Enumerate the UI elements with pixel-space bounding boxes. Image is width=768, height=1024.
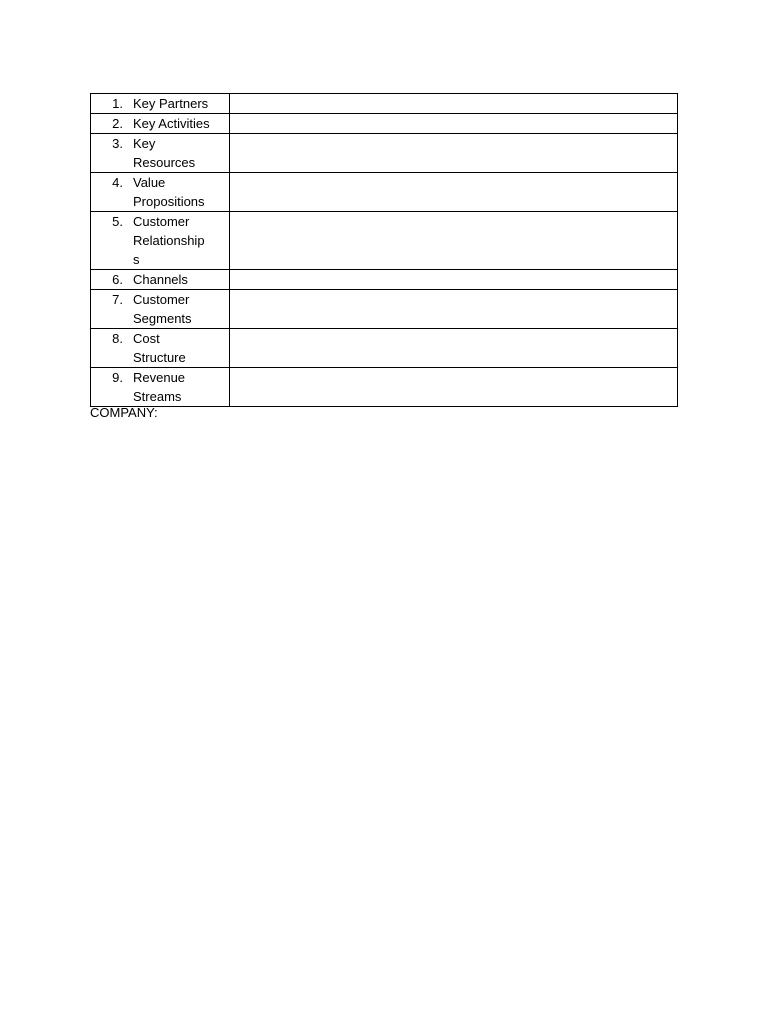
row-label-text: [133, 329, 229, 367]
row-label: [91, 212, 229, 269]
row-label-line: Resources: [133, 155, 196, 170]
row-label-line: Segments: [133, 311, 192, 326]
row-label-text: [133, 173, 229, 211]
row-number: 7.: [112, 292, 123, 307]
row-number: 1.: [112, 96, 123, 111]
row-label: [91, 114, 229, 133]
row-label-line: s: [133, 252, 140, 267]
row-value-cell[interactable]: [230, 290, 678, 329]
row-number: 3.: [112, 136, 123, 151]
row-number: 5.: [112, 214, 123, 229]
row-label: [91, 94, 229, 113]
row-label-cell: [91, 134, 230, 173]
table-body: [91, 94, 678, 407]
row-number: 6.: [112, 272, 123, 287]
row-label-cell: [91, 290, 230, 329]
row-label: [91, 134, 229, 172]
table-row: [91, 114, 678, 134]
row-label-line: Key Activities: [133, 116, 210, 131]
row-label-line: Channels: [133, 272, 188, 287]
row-label-line: Relationship: [133, 233, 205, 248]
row-value-cell[interactable]: [230, 368, 678, 407]
row-number: 9.: [112, 370, 123, 385]
row-value-cell[interactable]: [230, 134, 678, 173]
row-label-text: [133, 212, 229, 269]
row-label-line: Customer: [133, 292, 190, 307]
row-label-text: [133, 134, 229, 172]
row-label-cell: [91, 329, 230, 368]
row-label-line: Propositions: [133, 194, 205, 209]
row-label-line: Customer: [133, 214, 190, 229]
row-label: [91, 173, 229, 211]
company-label: COMPANY:: [90, 405, 158, 420]
row-label-cell: [91, 212, 230, 270]
row-label-line: Revenue: [133, 370, 186, 385]
row-label-text: [133, 368, 229, 406]
row-label-cell: [91, 173, 230, 212]
row-label-cell: [91, 368, 230, 407]
row-label-line: Structure: [133, 350, 186, 365]
row-label-line: Key Partners: [133, 96, 209, 111]
business-model-table: [90, 93, 678, 407]
row-label-line: Cost: [133, 331, 160, 346]
table-row: [91, 329, 678, 368]
table-row: [91, 368, 678, 407]
table-row: [91, 212, 678, 270]
row-label: [91, 270, 229, 289]
table-row: [91, 270, 678, 290]
row-label-cell: [91, 270, 230, 290]
row-number: 2.: [112, 116, 123, 131]
row-label-cell: [91, 114, 230, 134]
row-label-text: [133, 114, 229, 133]
table-row: [91, 94, 678, 114]
row-value-cell[interactable]: [230, 114, 678, 134]
table-row: [91, 134, 678, 173]
row-value-cell[interactable]: [230, 94, 678, 114]
row-number: 4.: [112, 175, 123, 190]
row-value-cell[interactable]: [230, 329, 678, 368]
row-value-cell[interactable]: [230, 270, 678, 290]
row-label: [91, 290, 229, 328]
row-label-text: [133, 290, 229, 328]
row-value-cell[interactable]: [230, 212, 678, 270]
table-row: [91, 290, 678, 329]
row-value-cell[interactable]: [230, 173, 678, 212]
row-label-cell: [91, 94, 230, 114]
row-number: 8.: [112, 331, 123, 346]
row-label: [91, 368, 229, 406]
row-label: [91, 329, 229, 367]
row-label-text: [133, 94, 229, 113]
row-label-line: Key: [133, 136, 156, 151]
row-label-line: Streams: [133, 389, 182, 404]
row-label-line: Value: [133, 175, 166, 190]
table-row: [91, 173, 678, 212]
row-label-text: [133, 270, 229, 289]
